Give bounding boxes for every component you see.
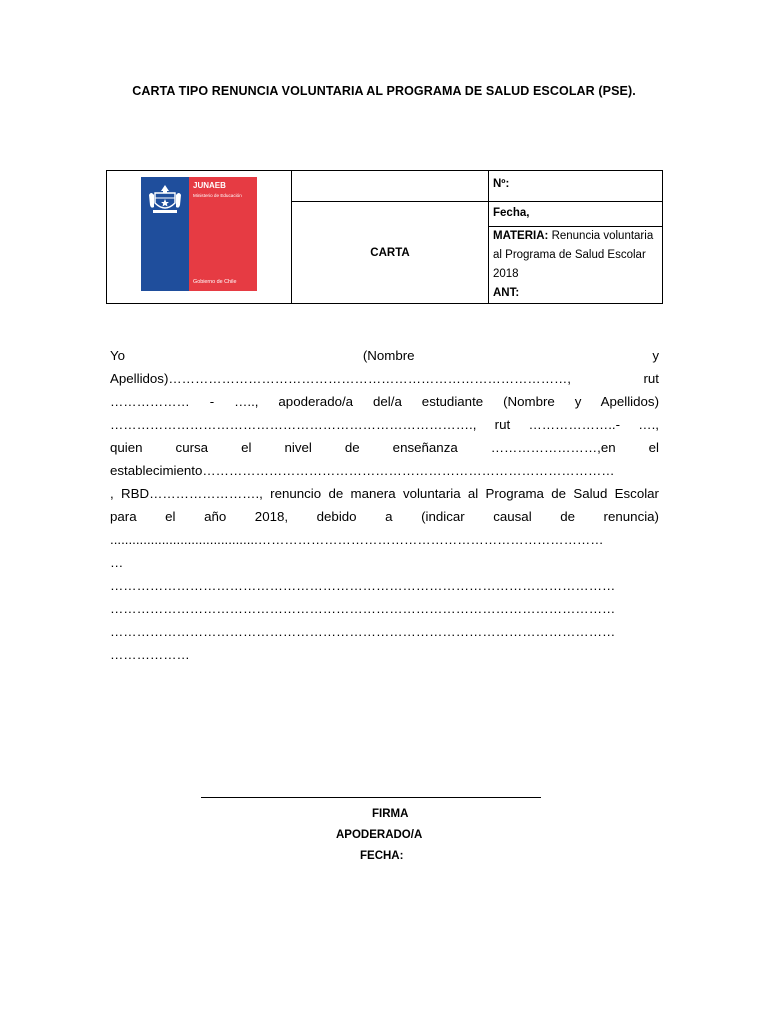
body-line-14: ……………… (110, 647, 190, 662)
numero-label: Nº: (493, 178, 510, 190)
body-line-8: para el año 2018, debido a (indicar causal de renuncia) (110, 509, 659, 524)
body-line-13: …………………………………………………………………………………………………… (110, 624, 616, 639)
materia-label: MATERIA: (493, 230, 549, 242)
fecha-cell (489, 202, 663, 227)
header-table (106, 170, 663, 304)
logo-gobierno: Gobierno de Chile (193, 279, 237, 285)
materia-cell (489, 227, 663, 304)
body-line-5: quien cursa el nivel de enseñanza ……………………,en el (110, 440, 659, 455)
apoderado-label: APODERADO/A (336, 829, 423, 841)
logo-ministerio: Ministerio de Educación (193, 193, 242, 198)
body-line-2: Apellidos)………………………………………………………………………………, rut (110, 371, 659, 386)
body-line-7: , RBD……………………., renuncio de manera voluntaria al Programa de Salud Escolar (110, 486, 659, 501)
letter-body (110, 344, 659, 666)
junaeb-logo (141, 177, 257, 291)
logo-junaeb: JUNAEB (193, 181, 226, 190)
document-title: CARTA TIPO RENUNCIA VOLUNTARIA AL PROGRAMA DE SALUD ESCOLAR (PSE). (132, 84, 636, 98)
body-line-6: establecimiento………………………………………………………………………………… (110, 463, 615, 478)
body-line-3: ……………… - ….., apoderado/a del/a estudiante (Nombre y Apellidos) (110, 394, 659, 409)
numero-cell (489, 171, 663, 202)
body-line-12: …………………………………………………………………………………………………… (110, 601, 616, 616)
fecha-signature-label: FECHA: (360, 850, 404, 862)
carta-label: CARTA (292, 202, 489, 304)
materia-value: Renuncia voluntaria al Programa de Salud Escolar 2018 (493, 230, 654, 280)
body-line-9: ........................................…………………………………………………………………… (110, 532, 604, 547)
ant-label: ANT: (493, 287, 520, 299)
body-line-1: Yo (Nombre y (110, 348, 659, 363)
chile-coat-of-arms-icon (147, 183, 183, 215)
body-line-10: … (110, 555, 124, 570)
signature-line (201, 797, 541, 798)
body-line-4: ………………………………………………………………………., rut ………………..- …., (110, 417, 659, 432)
body-line-11: …………………………………………………………………………………………………… (110, 578, 616, 593)
firma-label: FIRMA (372, 808, 409, 820)
fecha-label: Fecha, (493, 207, 530, 219)
empty-cell (292, 171, 489, 202)
logo-cell (107, 171, 292, 304)
